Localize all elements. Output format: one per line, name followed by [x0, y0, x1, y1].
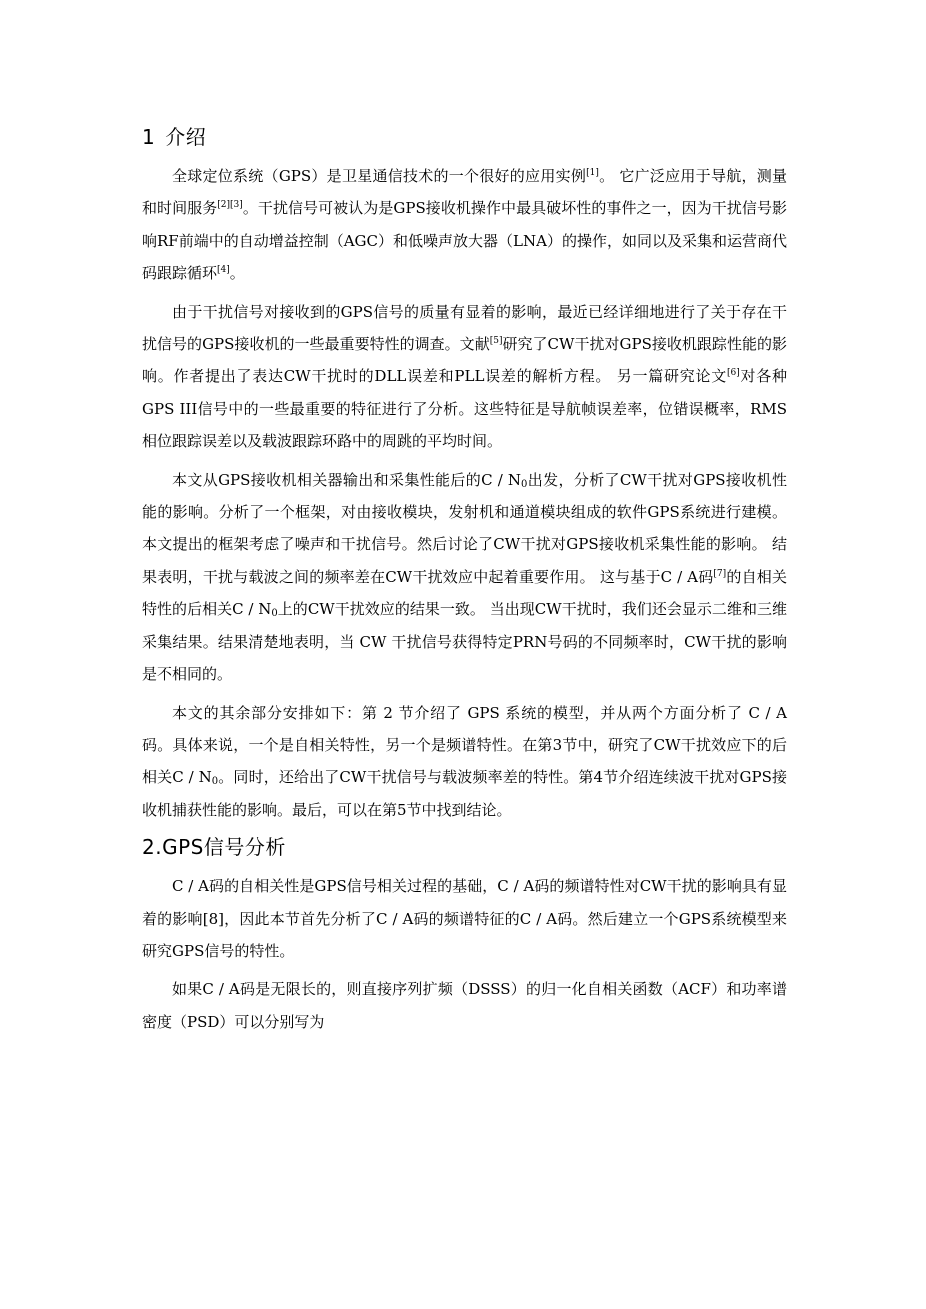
- text-run: 本文从GPS接收机相关器输出和采集性能后的C / N: [172, 470, 522, 489]
- section-2-paragraph-2: [142, 973, 787, 1038]
- text-run: 由于干扰信号对接收到的GPS信号的质量有显着的影响，最近已经详细地进行了关于存在干扰信号的GPS接收机的一些最重要特性的调查。文献: [142, 302, 787, 354]
- citation-ref: [6]: [726, 368, 740, 379]
- subscript: 0: [271, 608, 278, 620]
- citation-ref: [1]: [586, 168, 599, 178]
- text-run: 。干扰信号可被认为是GPS接收机操作中最具破坏性的事件之一，因为干扰信号影响RF前端中的自动增益控制（AGC）和低噪声放大器（LNA）的操作，如同以及采集和运营商代码跟踪循环: [142, 199, 787, 283]
- section-1-paragraph-3: [142, 464, 787, 691]
- section-1-paragraph-2: [142, 296, 787, 458]
- text-run: 本文的其余部分安排如下：第 2 节介绍了 GPS 系统的模型，并从两个方面分析了 C / A 码。具体来说，一个是自相关特性，另一个是频谱特性。在第3节中，研究了CW干扰效应下的后相关C / N: [142, 703, 787, 787]
- text-run: 的自相关特性的后相关C / N: [142, 567, 787, 619]
- text-run: 如果C / A码是无限长的，则直接序列扩频（DSSS）的归一化自相关函数（ACF）和功率谱密度（PSD）可以分别写为: [142, 980, 787, 1031]
- section-2-number: 2.: [142, 835, 163, 860]
- text-run: 研究了CW干扰对GPS接收机跟踪性能的影响。作者提出了表达CW干扰时的DLL误差和PLL误差的解析方程。 另一篇研究论文: [142, 335, 787, 386]
- citation-ref: [7]: [713, 568, 727, 579]
- text-run: 出发，分析了CW干扰对GPS接收机性能的影响。分析了一个框架，对由接收模块，发射机和通道模块组成的软件GPS系统进行建模。本文提出的框架考虑了噪声和干扰信号。然后讨论了CW干扰对GPS接收机采集性能的影响。 结果表明，干扰与载波之间的频率差在CW干扰效应中起着重要作用。 这与基于C / A码: [142, 470, 787, 586]
- subscript: 0: [211, 776, 219, 788]
- text-run: 全球定位系统（GPS）是卫星通信技术的一个很好的应用实例: [172, 167, 587, 185]
- citation-ref: [4]: [217, 265, 230, 276]
- text-run: C / A码的自相关性是GPS信号相关过程的基础，C / A码的频谱特性对CW干扰的影响具有显着的影响[8]，因此本节首先分析了C / A码的频谱特征的C / A码。然后建立一个GPS系统模型来研究GPS信号的特性。: [142, 877, 787, 960]
- section-1-heading: [142, 122, 787, 152]
- citation-ref: [2][3]: [217, 200, 243, 211]
- text-run: 。同时，还给出了CW干扰信号与载波频率差的特性。第4节介绍连续波干扰对GPS接收机捕获性能的影响。最后，可以在第5节中找到结论。: [142, 768, 787, 819]
- text-run: 上的CW干扰效应的结果一致。 当出现CW干扰时，我们还会显示二维和三维采集结果。结果清楚地表明，当 CW 干扰信号获得特定PRN号码的不同频率时，CW干扰的影响是不相同的。: [142, 600, 788, 684]
- section-2-title: GPS信号分析: [162, 835, 286, 860]
- section-1-paragraph-4: [142, 697, 787, 827]
- section-2-paragraph-1: [142, 870, 787, 967]
- document-page: [142, 122, 787, 1044]
- text-run: 。 它广泛应用于导航，测量和时间服务: [142, 167, 787, 218]
- section-1-number: 1: [142, 125, 156, 149]
- citation-ref: [5]: [489, 336, 503, 347]
- subscript: 0: [521, 478, 528, 490]
- text-run: 对各种GPS III信号中的一些最重要的特征进行了分析。这些特征是导航帧误差率，位错误概率，RMS相位跟踪误差以及载波跟踪环路中的周跳的平均时间。: [142, 367, 787, 451]
- section-2-heading: [142, 832, 787, 862]
- text-run: 。: [229, 264, 245, 283]
- section-1-title: 介绍: [165, 125, 207, 149]
- section-1-paragraph-1: [142, 160, 787, 290]
